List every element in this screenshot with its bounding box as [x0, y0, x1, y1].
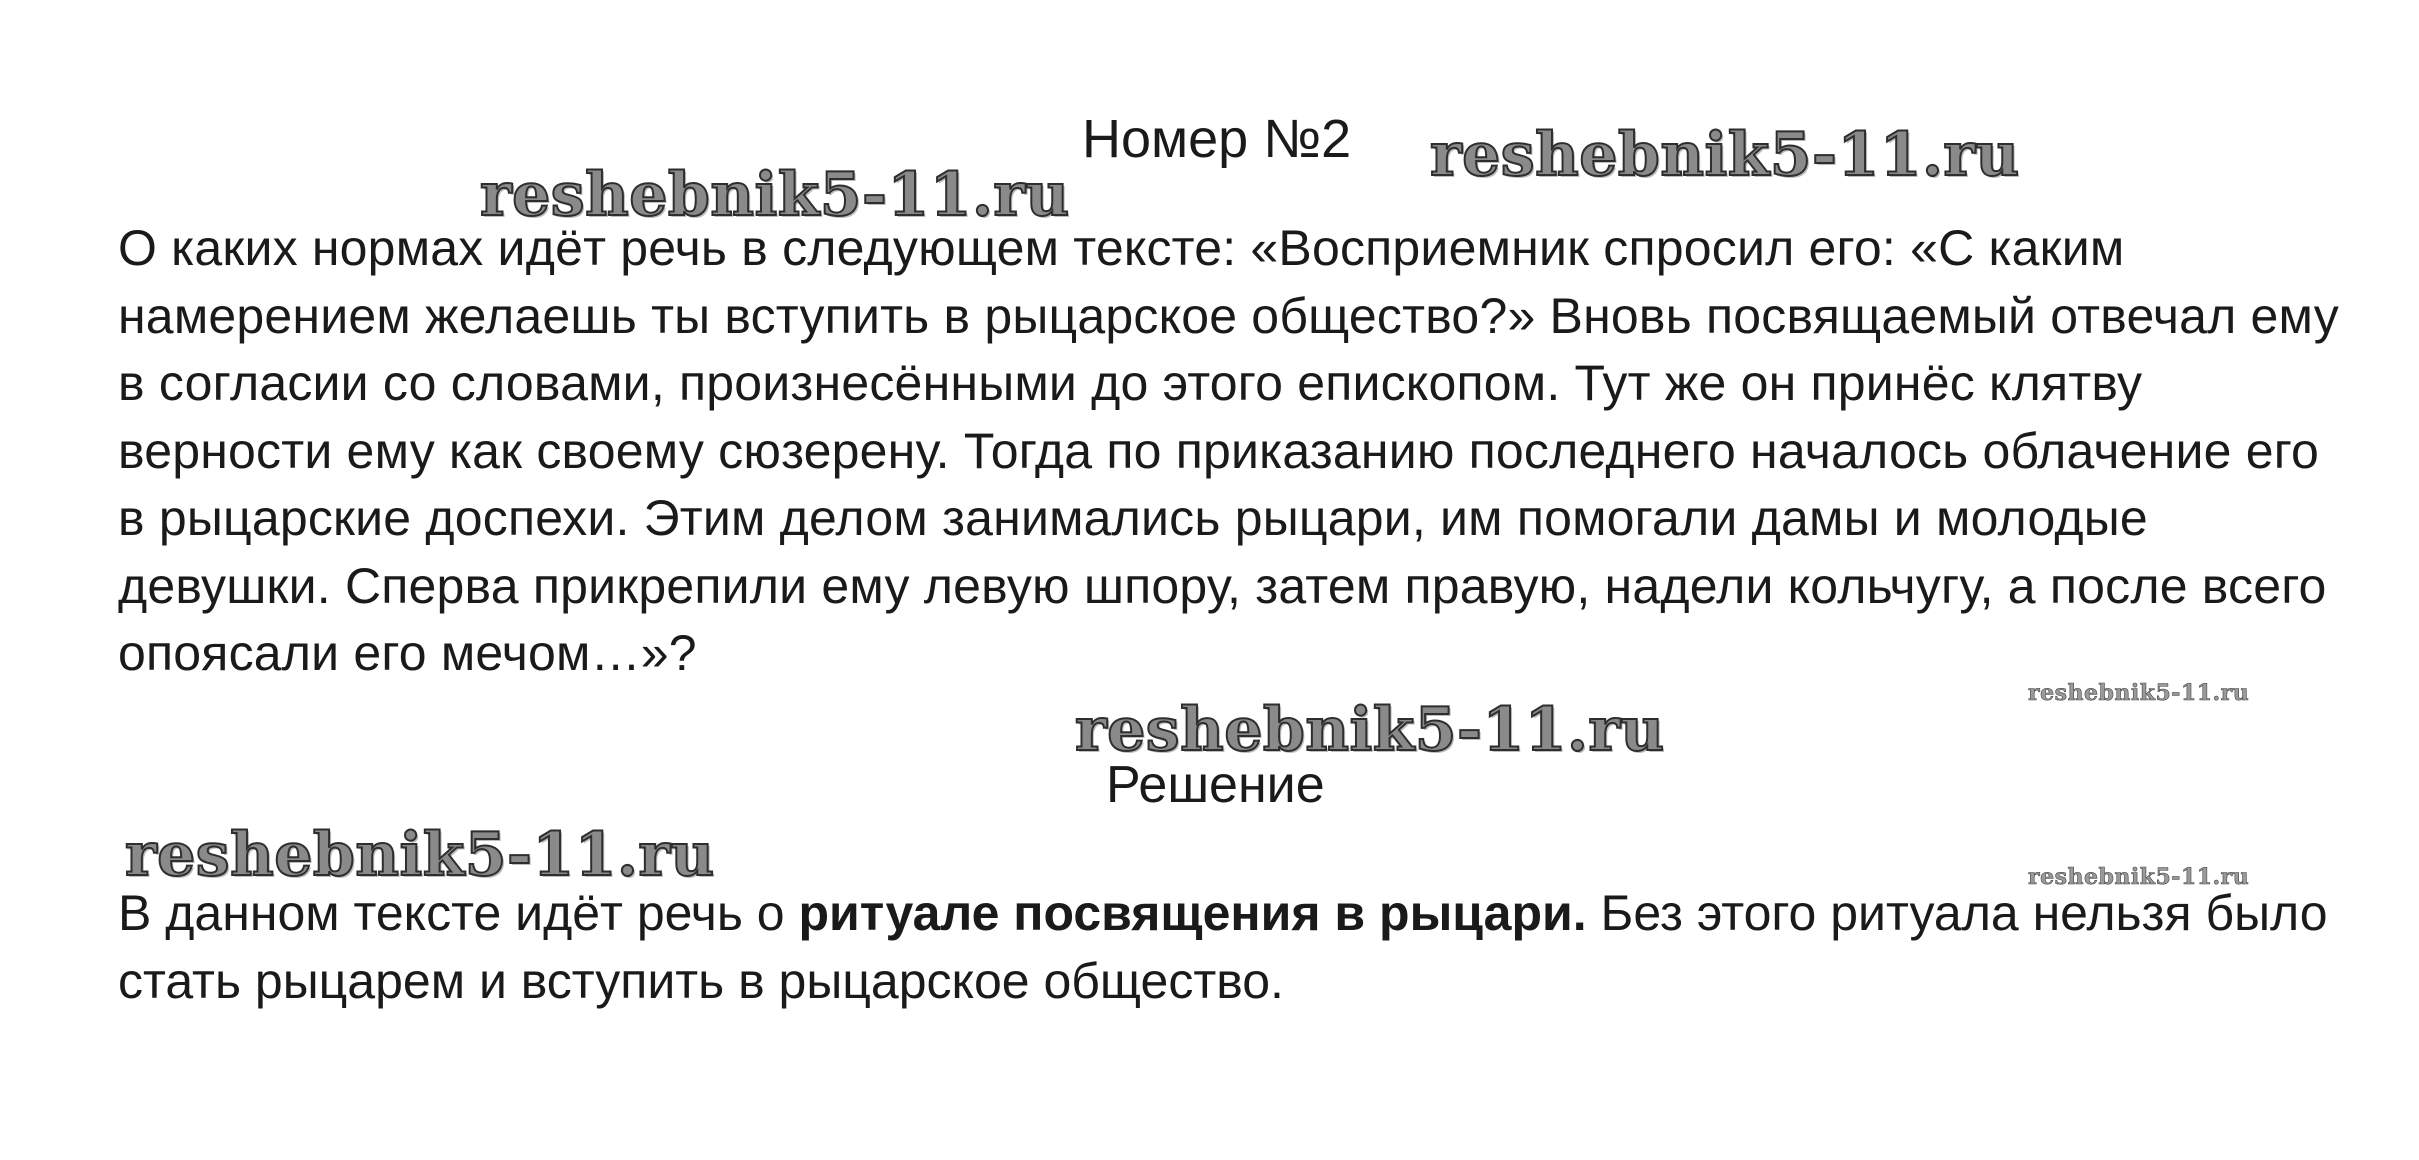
answer-text-end: Без этого ритуала нельзя было стать рыцарем и вступить в рыцарское общество. — [118, 885, 2328, 1009]
answer-text-start: В данном тексте идёт речь о — [118, 885, 799, 941]
watermark: reshebnik5-11.ru — [125, 820, 715, 890]
answer-bold-term: ритуале посвящения в рыцари. — [798, 885, 1587, 941]
watermark: reshebnik5-11.ru — [2028, 680, 2250, 706]
question-text: О каких нормах идёт речь в следующем тексте: «Восприемник спросил его: «С каким намерением желаешь ты вступить в рыцарское общество?» Вновь посвящаемый отвечал ему в согласии со словами, произнесёнными до этого епископом. Тут же он принёс клятву верности ему как своему сюзерену. Тогда по приказанию последнего началось облачение его в рыцарские доспехи. Этим делом занимались рыцари, им помогали дамы и молодые девушки. Сперва прикрепили ему левую шпору, затем правую, надели кольчугу, а после всего опоясали его мечом…»? — [118, 220, 2339, 681]
watermark: reshebnik5-11.ru — [480, 160, 1070, 230]
watermark: reshebnik5-11.ru — [2028, 864, 2250, 890]
solution-heading: Решение — [1106, 756, 1325, 814]
watermark: reshebnik5-11.ru — [1430, 120, 2020, 190]
page-title: Номер №2 — [1082, 109, 1352, 169]
watermark: reshebnik5-11.ru — [1075, 695, 1665, 765]
answer-text — [118, 880, 2348, 1015]
